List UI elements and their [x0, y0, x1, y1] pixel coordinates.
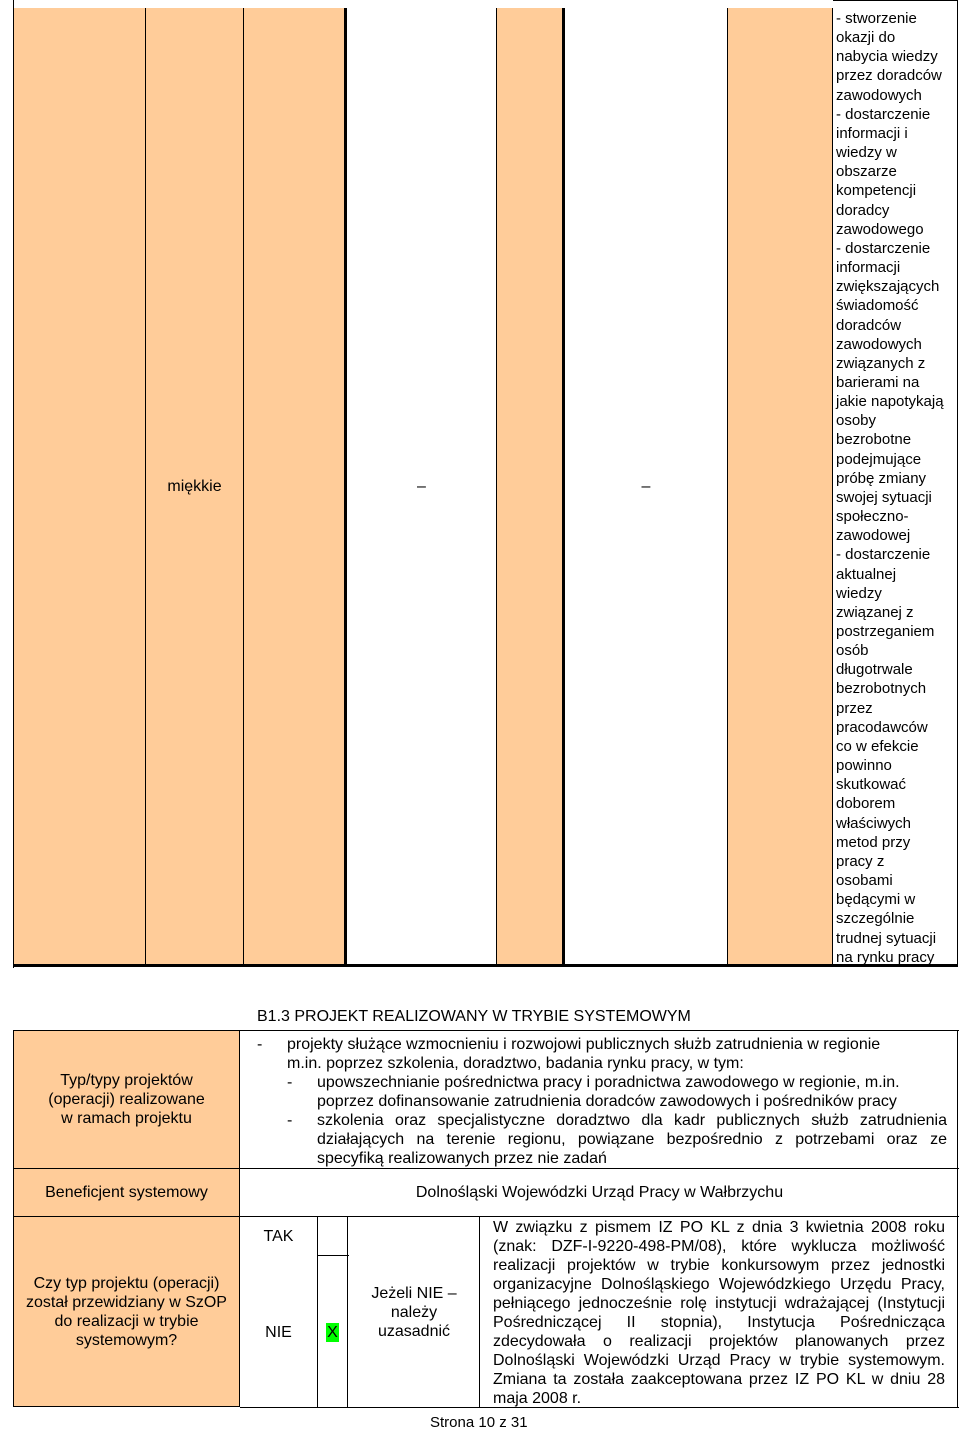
question-label-cell [13, 1217, 240, 1407]
description-line: okazji do [836, 29, 896, 47]
description-line: co w efekcie [836, 737, 919, 755]
option-yes: TAK [263, 1227, 294, 1245]
bullet-dash: - [257, 1036, 263, 1053]
description-line: szczególnie [836, 910, 915, 928]
table-cell [347, 8, 497, 964]
description-line: doborem [836, 795, 896, 813]
description-line: pracy z [836, 852, 885, 870]
project-type-subitem: szkolenia oraz specjalistyczne doradztwo dla kadr publicznych służb zatrudnienia działających na terenie regionu, powiązane bezpośrednio z potrzebami oraz ze specyfiką realizowanych przez nie zadań [317, 1112, 947, 1167]
description-line: wiedzy [836, 584, 882, 602]
option-no-box[interactable] [317, 1256, 348, 1408]
description-line: osoby [836, 412, 877, 430]
description-line: swojej sytuacji [836, 488, 932, 506]
dash-text: – [641, 477, 651, 495]
project-types-label: Typ/typy projektów (operacji) realizowane w ramach projektu [48, 1072, 205, 1127]
table-cell [244, 8, 347, 964]
row-label-cell [146, 8, 244, 964]
description-line: bezrobotnych [836, 680, 927, 698]
description-line: informacji [836, 259, 901, 277]
description-line: osób [836, 642, 869, 660]
beneficiary-value: Dolnośląski Wojewódzki Urząd Pracy w Wałbrzychu [415, 1184, 784, 1201]
bullet-dash: - [287, 1074, 293, 1091]
description-line: - dostarczenie [836, 105, 931, 123]
page-number: Strona 10 z 31 [430, 1414, 528, 1431]
description-line: nabycia wiedzy [836, 48, 938, 66]
description-cell [833, 0, 958, 964]
project-type-subitem: poprzez dofinansowanie zatrudnienia doradców zawodowych i pośredników pracy [317, 1093, 897, 1110]
description-line: zawodowego [836, 220, 924, 238]
description-line: wiedzy w [836, 144, 897, 162]
option-no: NIE [265, 1323, 292, 1341]
description-line: świadomość [836, 297, 919, 315]
description-line: metod przy [836, 833, 911, 851]
description-line: zawodowych [836, 86, 922, 104]
project-type-item: m.in. poprzez szkolenia, doradztwo, badania rynku pracy, w tym: [287, 1055, 744, 1072]
description-line: podejmujące [836, 450, 922, 468]
section-heading: B1.3 PROJEKT REALIZOWANY W TRYBIE SYSTEMOWYM [257, 1008, 691, 1025]
description-line: kompetencji [836, 182, 917, 200]
description-line: bezrobotne [836, 431, 912, 449]
checkmark-x-icon: X [327, 1323, 338, 1341]
description-line: jakie napotykają [836, 393, 944, 411]
description-line: obszarze [836, 163, 897, 181]
description-text [836, 9, 944, 967]
option-yes-cell [240, 1217, 317, 1255]
option-no-cell [240, 1256, 317, 1408]
description-line: informacji i [836, 124, 908, 142]
description-line: doradców [836, 316, 902, 334]
description-line: postrzeganiem [836, 623, 935, 640]
description-line: - dostarczenie [836, 239, 931, 257]
description-line: długotrwale [836, 661, 913, 679]
description-line: skutkować [836, 776, 907, 794]
description-line: będącymi w [836, 891, 916, 909]
table-cell [728, 8, 833, 964]
description-line: barierami na [836, 373, 920, 391]
description-line: zwiększających [836, 278, 940, 296]
table-cell [565, 8, 728, 964]
description-line: zawodowych [836, 335, 922, 353]
dash-text: – [417, 477, 426, 495]
description-line: związanej z [836, 603, 914, 621]
description-line: właściwych [836, 814, 912, 832]
description-line: próbę zmiany [836, 469, 927, 487]
description-line: aktualnej [836, 565, 897, 583]
beneficiary-value-cell [240, 1169, 959, 1216]
description-line: - dostarczenie [836, 546, 931, 564]
project-types-content [257, 1035, 947, 1168]
description-line: na rynku pracy [836, 948, 935, 966]
description-line: związanych z [836, 354, 926, 372]
row-label: miękkie [167, 477, 222, 495]
description-line: - stworzenie [836, 10, 917, 27]
description-line: przez [836, 699, 873, 717]
top-table [13, 0, 958, 968]
project-type-subitem: upowszechnianie pośrednictwa pracy i poradnictwa zawodowego w regionie, m.in. [317, 1074, 900, 1091]
description-line: doradcy [836, 201, 890, 219]
justify-label: Jeżeli NIE – należy uzasadnić [371, 1284, 457, 1340]
question-label: Czy typ projektu (operacji) został przewidziany w SzOP do realizacji w trybie systemowym? [26, 1274, 227, 1349]
description-line: zawodowej [836, 527, 911, 545]
project-type-item: projekty służące wzmocnieniu i rozwojowi publicznych służb zatrudnienia w regionie [287, 1036, 881, 1053]
description-line: trudnej sytuacji [836, 929, 937, 947]
beneficiary-label-cell [13, 1169, 240, 1216]
beneficiary-label: Beneficjent systemowy [45, 1184, 208, 1201]
bullet-dash: - [287, 1112, 293, 1129]
description-line: przez doradców [836, 67, 942, 85]
description-line: pracodawców [836, 718, 928, 736]
description-line: osobami [836, 872, 893, 890]
project-types-label-cell [13, 1031, 240, 1168]
option-yes-box[interactable] [317, 1217, 348, 1255]
description-line: powinno [836, 757, 892, 775]
justification-text: W związku z pismem IZ PO KL z dnia 3 kwietnia 2008 roku (znak: DZF-I-9220-498-PM/08), które wyklucza możliwość realizacji projektów w trybie konkursowym przez jednostki organizacyjne Dolnośląskiego Wojewódzkiego Urzędu Pracy, pełniącego jednocześnie rolę instytucji wdrażającej (Instytucji Pośredniczącej II stopnia), Instytucja Pośrednicząca zdecydowała o realizacji projektów planowanych przez Dolnośląski Wojewódzki Urząd Pracy w trybie systemowym. Zmiana ta została zaakceptowana przez IZ PO KL w dniu 28 maja 2008 r. [493, 1219, 945, 1407]
table-cell [497, 8, 565, 964]
table-cell [14, 8, 146, 964]
description-line: społeczno- [836, 508, 909, 526]
justify-label-cell [349, 1217, 480, 1407]
